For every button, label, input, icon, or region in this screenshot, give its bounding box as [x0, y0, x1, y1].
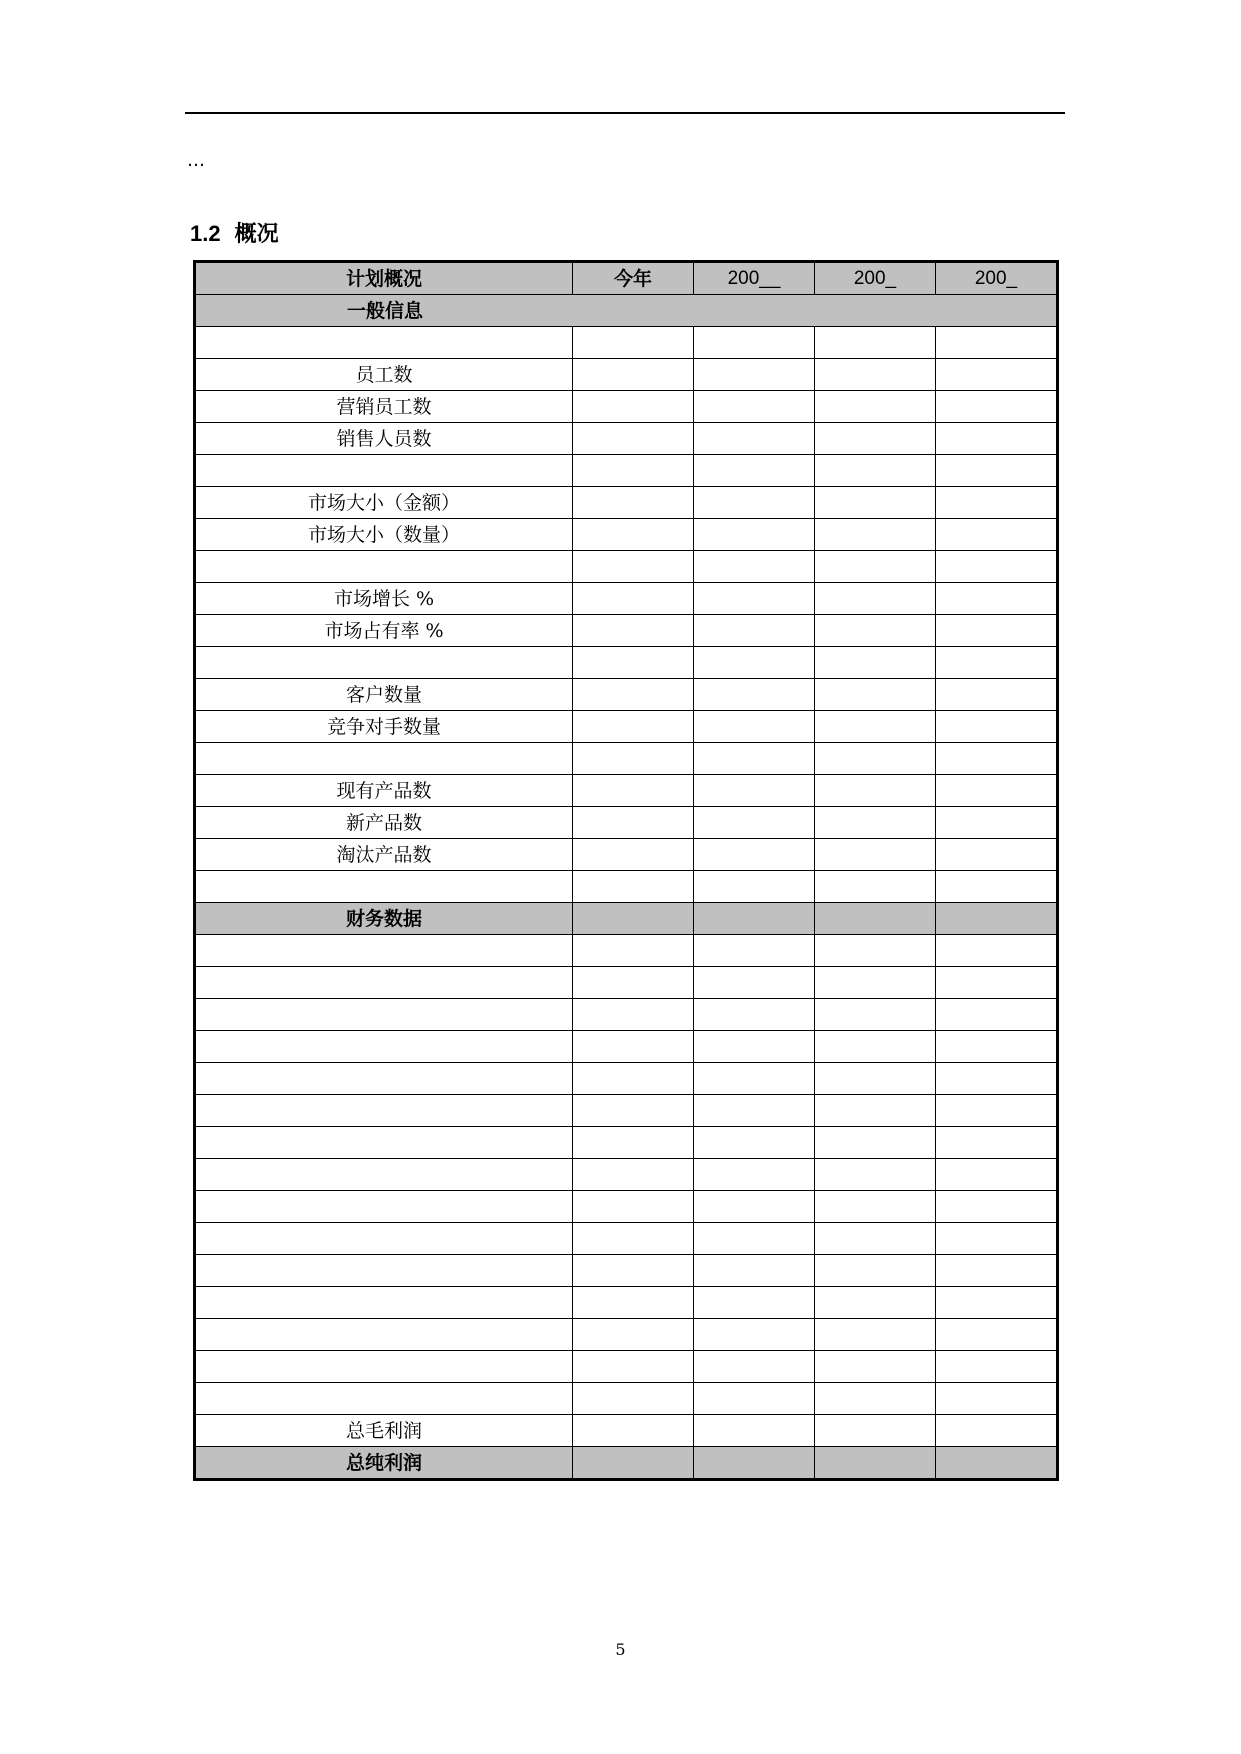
table-row [195, 615, 1058, 647]
value-cell [573, 999, 694, 1031]
value-cell [936, 839, 1058, 871]
row-label [195, 999, 573, 1031]
value-cell [694, 807, 815, 839]
table-row [195, 871, 1058, 903]
table-row [195, 1223, 1058, 1255]
value-cell [815, 1351, 936, 1383]
value-cell [815, 615, 936, 647]
value-cell [694, 1127, 815, 1159]
section-title: 概况 [234, 221, 279, 246]
value-cell [573, 679, 694, 711]
header-year-1: 200__ [694, 262, 815, 295]
row-label: 销售人员数 [195, 423, 573, 455]
section-number: 1.2 [190, 221, 221, 246]
row-label [195, 1031, 573, 1063]
value-cell [694, 583, 815, 615]
section-row-finance [195, 903, 1058, 935]
value-cell [936, 1447, 1058, 1480]
row-label [195, 1255, 573, 1287]
value-cell [936, 711, 1058, 743]
value-cell [815, 743, 936, 775]
value-cell [815, 839, 936, 871]
value-cell [815, 1319, 936, 1351]
value-cell [936, 1191, 1058, 1223]
row-label: 总毛利润 [195, 1415, 573, 1447]
table-row [195, 1191, 1058, 1223]
value-cell [936, 615, 1058, 647]
value-cell [815, 1031, 936, 1063]
table-row [195, 647, 1058, 679]
row-label: 市场大小（金额） [195, 487, 573, 519]
table-row [195, 1287, 1058, 1319]
table-row [195, 391, 1058, 423]
row-label [195, 1223, 573, 1255]
value-cell [694, 1031, 815, 1063]
row-label [195, 871, 573, 903]
row-label: 现有产品数 [195, 775, 573, 807]
value-cell [573, 1415, 694, 1447]
value-cell [815, 391, 936, 423]
value-cell [573, 391, 694, 423]
table-row [195, 1383, 1058, 1415]
value-cell [815, 583, 936, 615]
value-cell [694, 1191, 815, 1223]
value-cell [694, 487, 815, 519]
value-cell [936, 647, 1058, 679]
value-cell [573, 487, 694, 519]
value-cell [694, 1255, 815, 1287]
value-cell [815, 871, 936, 903]
value-cell [815, 1063, 936, 1095]
value-cell [815, 551, 936, 583]
value-cell [936, 1159, 1058, 1191]
value-cell [694, 615, 815, 647]
value-cell [573, 551, 694, 583]
value-cell [815, 423, 936, 455]
value-cell [936, 551, 1058, 583]
value-cell [694, 1383, 815, 1415]
table-row [195, 1415, 1058, 1447]
value-cell [694, 743, 815, 775]
value-cell [815, 1255, 936, 1287]
value-cell [573, 1159, 694, 1191]
value-cell [694, 1159, 815, 1191]
row-label [195, 647, 573, 679]
row-label: 员工数 [195, 359, 573, 391]
table-row [195, 519, 1058, 551]
table-row [195, 1031, 1058, 1063]
value-cell [815, 1447, 936, 1480]
value-cell [936, 1415, 1058, 1447]
row-label: 市场大小（数量） [195, 519, 573, 551]
value-cell [936, 1095, 1058, 1127]
value-cell [573, 615, 694, 647]
table-row [195, 1159, 1058, 1191]
section-row-general [195, 295, 1058, 327]
page-number: 5 [615, 1640, 626, 1659]
row-label: 淘汰产品数 [195, 839, 573, 871]
value-cell [815, 1095, 936, 1127]
value-cell [694, 935, 815, 967]
table-row [195, 551, 1058, 583]
row-label [195, 1287, 573, 1319]
value-cell [573, 967, 694, 999]
value-cell [815, 775, 936, 807]
value-cell [573, 1319, 694, 1351]
value-cell [936, 1063, 1058, 1095]
table-row [195, 455, 1058, 487]
value-cell [694, 871, 815, 903]
value-cell [573, 711, 694, 743]
value-cell [815, 711, 936, 743]
value-cell [573, 1255, 694, 1287]
value-cell [936, 359, 1058, 391]
table-row [195, 1319, 1058, 1351]
value-cell [573, 1191, 694, 1223]
value-cell [573, 743, 694, 775]
table-row [195, 679, 1058, 711]
value-cell [694, 1447, 815, 1480]
value-cell [573, 1127, 694, 1159]
row-label: 市场占有率 % [195, 615, 573, 647]
row-label [195, 1319, 573, 1351]
value-cell [694, 423, 815, 455]
row-label [195, 743, 573, 775]
row-label [195, 1095, 573, 1127]
value-cell [936, 871, 1058, 903]
value-cell [936, 807, 1058, 839]
value-cell [694, 679, 815, 711]
value-cell [573, 871, 694, 903]
value-cell [815, 455, 936, 487]
value-cell [573, 1351, 694, 1383]
value-cell [573, 1063, 694, 1095]
row-label [195, 455, 573, 487]
header-rule [185, 112, 1065, 114]
value-cell [694, 1351, 815, 1383]
total-row [195, 1447, 1058, 1480]
value-cell [573, 583, 694, 615]
value-cell [936, 1255, 1058, 1287]
value-cell [936, 487, 1058, 519]
header-year-3: 200_ [936, 262, 1058, 295]
value-cell [936, 327, 1058, 359]
value-cell [936, 583, 1058, 615]
value-cell [694, 327, 815, 359]
value-cell [815, 327, 936, 359]
row-label [195, 1351, 573, 1383]
value-cell [694, 1063, 815, 1095]
value-cell [573, 1095, 694, 1127]
value-cell [694, 519, 815, 551]
value-cell [936, 1127, 1058, 1159]
row-label [195, 1383, 573, 1415]
value-cell [815, 1223, 936, 1255]
value-cell [694, 391, 815, 423]
table-row [195, 711, 1058, 743]
table-row [195, 743, 1058, 775]
value-cell [936, 903, 1058, 935]
table-row [195, 839, 1058, 871]
value-cell [694, 551, 815, 583]
value-cell [573, 903, 694, 935]
plan-overview-table [193, 260, 1059, 1481]
value-cell [936, 1319, 1058, 1351]
value-cell [936, 391, 1058, 423]
value-cell [573, 1031, 694, 1063]
table-row [195, 327, 1058, 359]
table-row [195, 807, 1058, 839]
value-cell [815, 1287, 936, 1319]
value-cell [815, 903, 936, 935]
value-cell [936, 1223, 1058, 1255]
table-row [195, 935, 1058, 967]
value-cell [936, 967, 1058, 999]
row-label: 总纯利润 [195, 1447, 573, 1480]
table-row [195, 487, 1058, 519]
row-label: 营销员工数 [195, 391, 573, 423]
value-cell [694, 1287, 815, 1319]
table-header-row [195, 262, 1058, 295]
value-cell [694, 839, 815, 871]
value-cell [694, 999, 815, 1031]
value-cell [573, 359, 694, 391]
section-label-general [195, 295, 1058, 327]
value-cell [694, 1223, 815, 1255]
value-cell [936, 679, 1058, 711]
table-row [195, 1063, 1058, 1095]
value-cell [815, 487, 936, 519]
row-label [195, 1127, 573, 1159]
table-row [195, 967, 1058, 999]
row-label: 新产品数 [195, 807, 573, 839]
value-cell [815, 1415, 936, 1447]
section-heading [190, 217, 279, 248]
value-cell [694, 967, 815, 999]
value-cell [815, 999, 936, 1031]
row-label [195, 1159, 573, 1191]
value-cell [815, 967, 936, 999]
row-label [195, 935, 573, 967]
value-cell [573, 1287, 694, 1319]
table-row [195, 1351, 1058, 1383]
value-cell [573, 455, 694, 487]
table-row [195, 359, 1058, 391]
row-label [195, 967, 573, 999]
value-cell [815, 359, 936, 391]
value-cell [573, 327, 694, 359]
value-cell [815, 1383, 936, 1415]
row-label [195, 1191, 573, 1223]
value-cell [936, 423, 1058, 455]
value-cell [573, 775, 694, 807]
value-cell [694, 455, 815, 487]
table-row [195, 999, 1058, 1031]
row-label [195, 327, 573, 359]
value-cell [694, 359, 815, 391]
value-cell [573, 1223, 694, 1255]
value-cell [815, 1127, 936, 1159]
header-this-year: 今年 [573, 262, 694, 295]
value-cell [936, 519, 1058, 551]
value-cell [694, 711, 815, 743]
value-cell [815, 807, 936, 839]
value-cell [573, 423, 694, 455]
table-row [195, 583, 1058, 615]
section-label-text: 一般信息 [346, 299, 423, 322]
continuation-ellipsis: … [187, 150, 205, 171]
value-cell [573, 1383, 694, 1415]
header-label: 计划概况 [195, 262, 573, 295]
value-cell [694, 1095, 815, 1127]
value-cell [573, 519, 694, 551]
row-label: 市场增长 % [195, 583, 573, 615]
value-cell [815, 647, 936, 679]
value-cell [936, 1031, 1058, 1063]
row-label: 财务数据 [195, 903, 573, 935]
value-cell [936, 1351, 1058, 1383]
table-row [195, 1127, 1058, 1159]
value-cell [936, 999, 1058, 1031]
value-cell [936, 1383, 1058, 1415]
row-label [195, 551, 573, 583]
row-label: 客户数量 [195, 679, 573, 711]
value-cell [815, 519, 936, 551]
table-row [195, 775, 1058, 807]
value-cell [815, 1159, 936, 1191]
value-cell [694, 775, 815, 807]
row-label: 竞争对手数量 [195, 711, 573, 743]
value-cell [573, 807, 694, 839]
table-row [195, 1095, 1058, 1127]
value-cell [573, 647, 694, 679]
value-cell [694, 903, 815, 935]
value-cell [815, 1191, 936, 1223]
value-cell [573, 1447, 694, 1480]
value-cell [936, 1287, 1058, 1319]
value-cell [936, 743, 1058, 775]
value-cell [936, 455, 1058, 487]
value-cell [936, 935, 1058, 967]
value-cell [694, 1415, 815, 1447]
value-cell [573, 935, 694, 967]
value-cell [694, 647, 815, 679]
value-cell [694, 1319, 815, 1351]
header-year-2: 200_ [815, 262, 936, 295]
value-cell [936, 775, 1058, 807]
value-cell [573, 839, 694, 871]
value-cell [815, 935, 936, 967]
table-row [195, 423, 1058, 455]
value-cell [815, 679, 936, 711]
row-label [195, 1063, 573, 1095]
table-row [195, 1255, 1058, 1287]
